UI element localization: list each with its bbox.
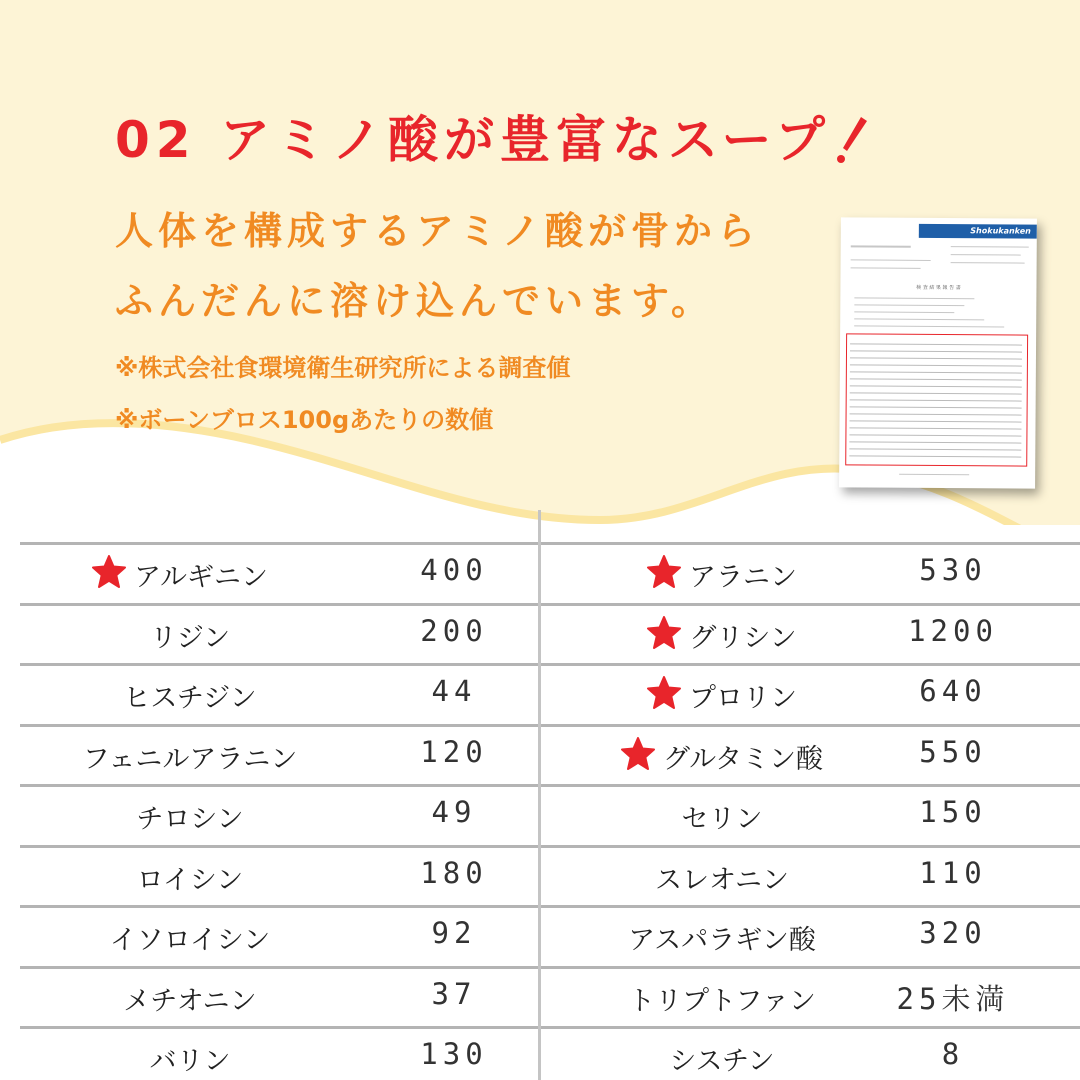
- row-divider: [20, 603, 538, 606]
- amino-acid-value: 1200: [908, 613, 998, 648]
- report-title: 検 査 結 果 報 告 書: [916, 284, 961, 292]
- amino-acid-name: フェニルアラニン: [82, 743, 298, 775]
- amino-acid-name: ヒスチジン: [123, 683, 257, 715]
- amino-acid-value: 110: [919, 855, 987, 890]
- row-divider: [20, 663, 538, 666]
- amino-acid-name: グルタミン酸: [662, 743, 824, 775]
- amino-acid-value: 92: [431, 916, 477, 951]
- column-divider: [538, 510, 541, 1080]
- amino-acid-value: 530: [919, 553, 987, 588]
- subtitle-line-1: 人体を構成するアミノ酸が骨から: [115, 209, 761, 253]
- amino-acid-value: 49: [431, 795, 477, 830]
- row-divider: [541, 542, 1080, 545]
- row-divider: [541, 966, 1080, 969]
- row-divider: [20, 724, 538, 727]
- row-divider: [541, 603, 1080, 606]
- amino-acid-value: 200: [420, 613, 488, 648]
- row-divider: [20, 542, 538, 545]
- note-per-100g: ※ボーンブロス100gあたりの数値: [115, 406, 494, 434]
- amino-acid-value: 8: [941, 1037, 965, 1072]
- row-divider: [20, 966, 538, 969]
- amino-acid-name: メチオニン: [123, 985, 257, 1017]
- star-icon: [647, 676, 681, 710]
- subtitle-line-2: ふんだんに溶け込んでいます。: [115, 279, 714, 323]
- amino-acid-name: リジン: [149, 622, 231, 654]
- amino-acid-value: 180: [420, 855, 488, 890]
- amino-acid-name: アラニン: [689, 562, 797, 594]
- star-icon: [621, 737, 655, 771]
- amino-acid-name: チロシン: [136, 804, 244, 836]
- amino-acid-name: シスチン: [669, 1046, 775, 1078]
- row-divider: [541, 1026, 1080, 1029]
- amino-acid-value: 550: [919, 734, 987, 769]
- amino-acid-name: アスパラギン酸: [628, 925, 816, 957]
- star-icon: [92, 555, 126, 589]
- amino-acid-value: 640: [919, 674, 987, 709]
- note-survey: ※株式会社食環境衛生研究所による調査値: [115, 354, 571, 382]
- star-icon: [647, 616, 681, 650]
- row-divider: [541, 724, 1080, 727]
- amino-acid-name: トリプトファン: [628, 985, 816, 1017]
- row-divider: [541, 905, 1080, 908]
- amino-acid-value: 37: [431, 976, 477, 1011]
- row-divider: [20, 905, 538, 908]
- amino-acid-value: 130: [420, 1037, 488, 1072]
- amino-acid-name: グリシン: [689, 622, 797, 654]
- row-divider: [20, 845, 538, 848]
- row-divider: [20, 1026, 538, 1029]
- amino-acid-name: イソロイシン: [109, 925, 271, 957]
- amino-acid-value: 120: [420, 734, 488, 769]
- amino-acid-name: プロリン: [689, 683, 797, 715]
- amino-acid-name: アルギニン: [134, 562, 268, 594]
- amino-acid-name: ロイシン: [136, 864, 244, 896]
- headline-text: 02 アミノ酸が豊富なスープ: [115, 111, 831, 169]
- row-divider: [541, 784, 1080, 787]
- amino-acid-value: 25未満: [896, 981, 1010, 1016]
- amino-acid-name: セリン: [681, 804, 763, 836]
- row-divider: [20, 784, 538, 787]
- amino-acid-value: 150: [919, 795, 987, 830]
- amino-acid-value: 400: [420, 553, 488, 588]
- row-divider: [541, 663, 1080, 666]
- amino-acid-name: バリン: [149, 1046, 231, 1078]
- amino-acid-value: 44: [431, 674, 477, 709]
- row-divider: [541, 845, 1080, 848]
- report-logo: Shokukanken: [970, 226, 1031, 236]
- star-icon: [647, 555, 681, 589]
- amino-acid-name: スレオニン: [655, 864, 789, 896]
- amino-acid-value: 320: [919, 916, 987, 951]
